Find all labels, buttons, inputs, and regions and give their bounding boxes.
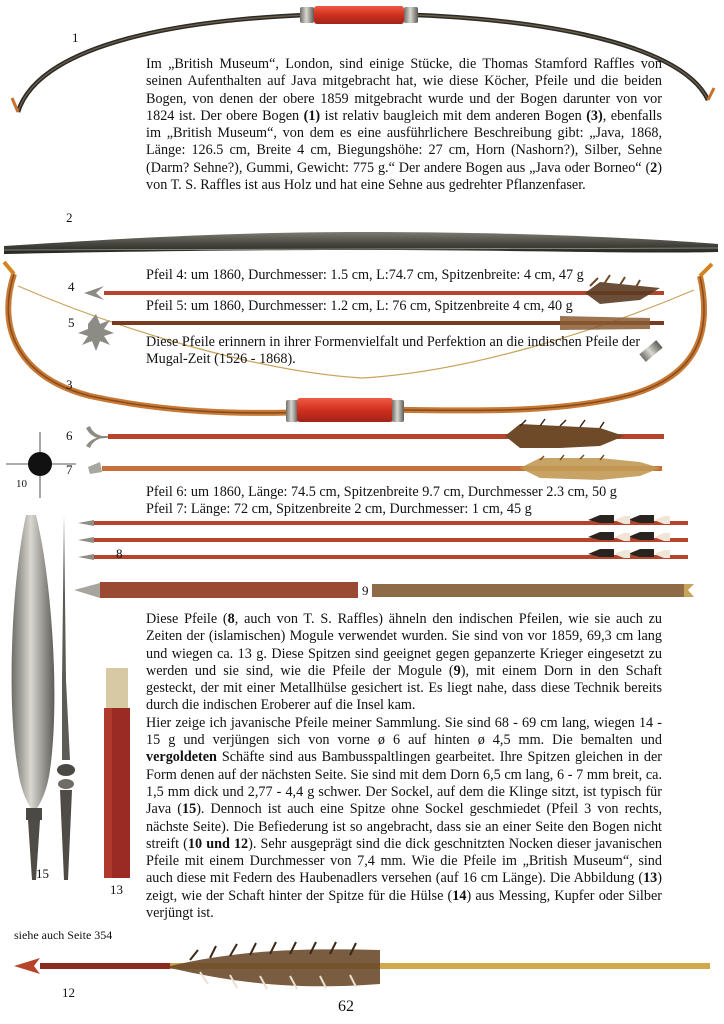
figure-number-8: 8 bbox=[116, 546, 123, 561]
arrows-8-image bbox=[78, 515, 688, 560]
ref-bow-3: (3) bbox=[586, 107, 603, 124]
arrow-7-image bbox=[88, 455, 662, 480]
figure-number-15: 15 bbox=[36, 866, 49, 881]
caption-mugal: Diese Pfeile erinnern in ihrer Formenvielfalt und Perfektion an die indischen Pfeile der Mugal-Zeit (1526 - 1868). bbox=[146, 334, 641, 368]
shaft-13-image bbox=[104, 668, 130, 878]
figure-number-5: 5 bbox=[68, 315, 75, 330]
see-also-note: siehe auch Seite 354 bbox=[14, 928, 113, 942]
ref-bow-2: 2 bbox=[650, 159, 658, 176]
page-number: 62 bbox=[338, 998, 354, 1015]
caption-pfeil-5: Pfeil 5: um 1860, Durchmesser: 1.2 cm, L: 76 cm, Spitzenbreite 4 cm, 40 g bbox=[146, 298, 573, 314]
arrowhead-15-image bbox=[12, 515, 75, 880]
arrow-6-image bbox=[86, 419, 664, 448]
caption-pfeil-4: Pfeil 4: um 1860, Durchmesser: 1.5 cm, L:74.7 cm, Spitzenbreite: 4 cm, 47 g bbox=[146, 267, 584, 283]
bow-2-image bbox=[4, 232, 718, 254]
figure-number-3: 3 bbox=[66, 377, 73, 392]
arrow-12-image bbox=[14, 942, 710, 989]
figure-number-13: 13 bbox=[110, 882, 123, 897]
figure-number-1: 1 bbox=[72, 30, 79, 45]
caption-pfeil-7: Pfeil 7: Länge: 72 cm, Spitzenbreite 2 cm, Durchmesser: 1 cm, 45 g bbox=[146, 501, 532, 517]
ref-bow-1: (1) bbox=[303, 107, 321, 124]
intro-paragraph: Im „British Museum“, London, sind einige Stücke, die Thomas Stamford Raffles von seinen Aufenthalten auf Java mitgebracht hat, wie diese Köcher, Pfeile und die beiden Bogen, von denen der obere 1859 mitgebracht wurde und der Bogen darunter von vor 1824 ist. Der obere Bogen (1) ist relativ baugleich mit dem anderen Bogen (3), ebenfalls im „British Museum“, von dem es eine ausführlichere Beschreibung gibt: „Java, 1868, Länge: 126.5 cm, Breite 4 cm, Biegungshöhe: 27 cm, Horn (Nashorn?), Silber, Sehne (Darm? Sehne?), Gummi, Gewicht: 775 g.“ Der andere Bogen aus „Java oder Borneo“ (2) von T. S. Raffles ist aus Holz und hat eine Sehne aus gedrehter Pflanzenfaser. bbox=[146, 56, 662, 194]
figure-number-10: 10 bbox=[16, 478, 27, 490]
figure-number-6: 6 bbox=[66, 428, 73, 443]
figure-number-12: 12 bbox=[62, 985, 75, 1000]
main-text: Diese Pfeile (8, auch von T. S. Raffles) ähneln den indischen Pfeilen, wie sie auch zu Zeiten der (islamischen) Mogule verwendet wurden. Sie sind von vor 1859, 69,3 cm lang und wiegen ca. 13 g. Diese Spitzen sind geeignet gegen gepanzerte Krieger eingesetzt zu werden und sie sind, wie die Pfeile der Mogule (9), mit einem Dorn in den Schaft gesteckt, der mit einer Metallhülse gesichert ist. Es liegt nahe, dass diese Technik bereits durch die indischen Eroberer auf die Insel kam. Hier zeige ich javanische Pfeile meiner Sammlung. Sie sind 68 - 69 cm lang, wiegen 14 - 15 g und verjüngen sich von vorne ø 6 auf hinten ø 4,5 mm. Die bemalten und vergoldeten Schäfte sind aus Bambusspaltlingen gearbeitet. Ihre Spitzen gleichen in der Form denen auf der nächsten Seite. Sie sind mit dem Dorn 6,5 cm lang, 6 - 7 mm breit, ca. 1,5 mm dick und 2,77 - 4,4 g schwer. Der Sockel, auf dem die Klinge sitzt, ist typisch für Java (15). Dennoch ist auch eine Spitze ohne Sockel geschmiedet (Pfeil 3 von rechts, nächste Seite). Die Befiederung ist so angebracht, dass sie an einer Seite den Bogen nicht streift (10 und 12). Sehr ausgeprägt sind die dick geschnitzten Nocken dieser javanischen Pfeile mit einem Durchmesser von 7,4 mm. Wie die Pfeile im „British Museum“, sind auch diese mit Federn des Haubenadlers versehen (auf 16 cm Länge). Die Abbildung (13) zeigt, wie der Schaft hinter der Spitze für die Hülse (14) aus Messing, Kupfer oder Silber verjüngt ist. bbox=[146, 611, 663, 922]
figure-number-9: 9 bbox=[362, 583, 369, 598]
figure-number-2: 2 bbox=[66, 210, 73, 225]
arrow-9-image bbox=[74, 582, 694, 598]
figure-number-7: 7 bbox=[66, 462, 73, 477]
caption-pfeil-6: Pfeil 6: um 1860, Länge: 74.5 cm, Spitzenbreite 9.7 cm, Durchmesser 2.3 cm, 50 g bbox=[146, 484, 617, 500]
figure-number-4: 4 bbox=[68, 279, 75, 294]
